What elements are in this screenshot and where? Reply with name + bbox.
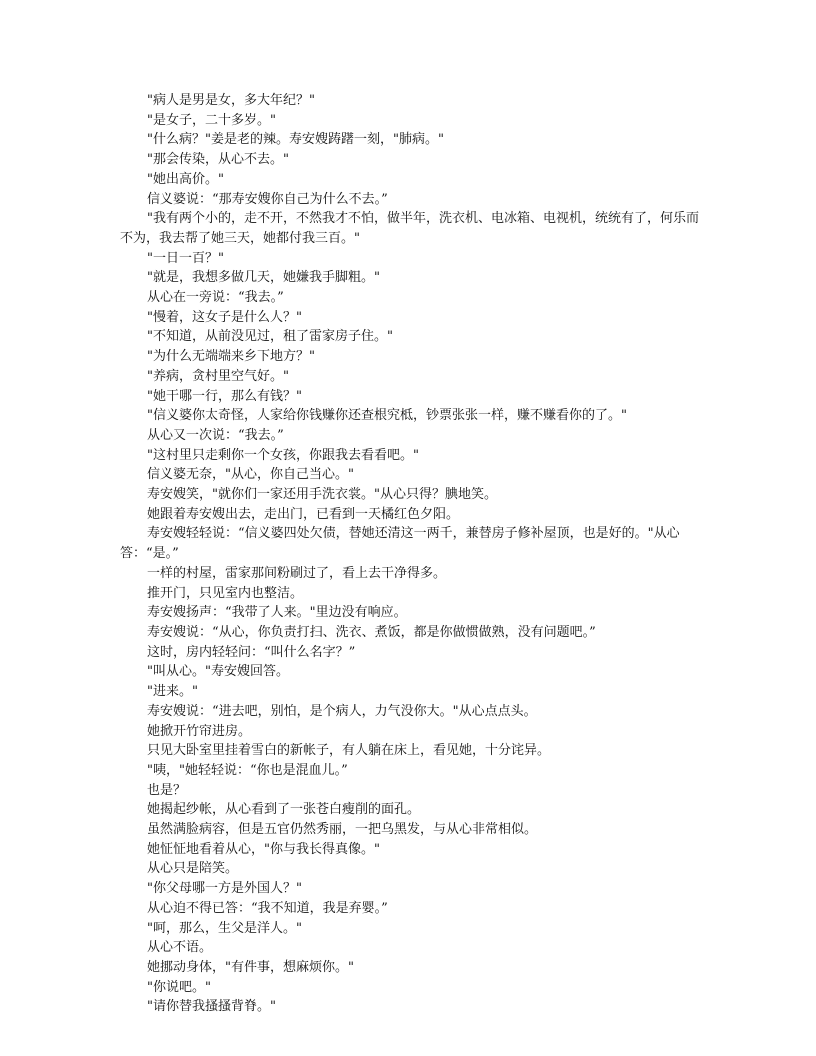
paragraph: 信义婆无奈，"从心，你自己当心。" <box>147 467 354 483</box>
paragraph: "进来。" <box>147 684 198 700</box>
paragraph: 她挪动身体，"有件事，想麻烦你。" <box>147 959 354 975</box>
paragraph: "信义婆你太奇怪，人家给你钱赚你还查根究柢，钞票张张一样，赚不赚看你的了。" <box>147 408 627 424</box>
paragraph: 她揭起纱帐，从心看到了一张苍白瘦削的面孔。 <box>147 802 421 818</box>
paragraph: "就是，我想多做几天，她嫌我手脚粗。" <box>147 270 380 286</box>
paragraph: 寿安嫂说：“进去吧，别怕，是个病人，力气没你大。"从心点点头。 <box>147 703 537 719</box>
paragraph: 从心不语。 <box>147 940 213 956</box>
paragraph: "呵，那么，生父是洋人。" <box>147 920 302 936</box>
paragraph: 从心在一旁说：“我去。” <box>147 290 284 306</box>
paragraph: 从心只是陪笑。 <box>147 861 239 877</box>
paragraph: "这村里只走剩你一个女孩，你跟我去看看吧。" <box>147 447 419 463</box>
paragraph: "她干哪一行，那么有钱？" <box>147 388 302 404</box>
paragraph: "咦，"她轻轻说：“你也是混血儿。” <box>147 762 348 778</box>
paragraph: 寿安嫂轻轻说：“信义婆四处欠债，替她还清这一两千，兼替房子修补屋顶，也是好的。"从心答：“是。” <box>120 526 680 562</box>
paragraph: 她掀开竹帘进房。 <box>147 723 252 739</box>
paragraph: "叫从心。"寿安嫂回答。 <box>147 664 289 680</box>
paragraph: 一样的村屋，雷家那间粉刷过了，看上去干净得多。 <box>147 565 447 581</box>
paragraph: "是女子，二十多岁。" <box>147 112 276 128</box>
paragraph: "请你替我搔搔背脊。" <box>147 999 276 1015</box>
paragraph: "那会传染，从心不去。" <box>147 152 289 168</box>
paragraph: "病人是男是女，多大年纪？" <box>147 93 315 108</box>
paragraph: "慢着，这女子是什么人？" <box>147 309 302 325</box>
paragraph: "养病，贪村里空气好。" <box>147 368 289 384</box>
paragraph: "不知道，从前没见过，租了雷家房子住。" <box>147 329 393 345</box>
paragraph: 从心迫不得已答：“我不知道，我是弃婴。” <box>147 900 388 916</box>
paragraph: 她跟着寿安嫂出去，走出门，已看到一天橘红色夕阳。 <box>147 506 460 522</box>
paragraph: 推开门，只见室内也整洁。 <box>147 585 304 601</box>
paragraph: 只见大卧室里挂着雪白的新帐子，有人躺在床上，看见她，十分诧异。 <box>147 743 551 759</box>
paragraph: 从心又一次说：“我去。” <box>147 427 284 443</box>
paragraph: "为什么无端端来乡下地方？" <box>147 349 315 365</box>
paragraph: 信义婆说：“那寿安嫂你自己为什么不去。” <box>147 191 388 207</box>
paragraph: "我有两个小的，走不开，不然我才不怕，做半年，洗衣机、电冰箱、电视机，统统有了，何乐而不为，我去帮了她三天，她都付我三百。" <box>120 211 699 246</box>
paragraph: 寿安嫂笑，"就你们一家还用手洗衣裳。"从心只得？腆地笑。 <box>147 487 497 503</box>
paragraph: "你说吧。" <box>147 979 211 995</box>
document-page <box>120 91 706 1017</box>
paragraph: 这时，房内轻轻问：“叫什么名字？” <box>147 644 356 660</box>
paragraph: 寿安嫂说：“从心，你负责打扫、洗衣、煮饭，都是你做惯做熟，没有问题吧。” <box>147 624 596 640</box>
paragraph: 她怔怔地看着从心，"你与我长得真像。" <box>147 841 380 857</box>
paragraph: "一日一百？" <box>147 250 224 266</box>
paragraph: "什么病？"姜是老的辣。寿安嫂踌躇一刻，"肺病。" <box>147 132 444 148</box>
paragraph: "她出高价。" <box>147 171 224 187</box>
paragraph: "你父母哪一方是外国人？" <box>147 881 302 897</box>
paragraph: 也是？ <box>147 782 187 798</box>
paragraph: 虽然满脸病容，但是五官仍然秀丽，一把乌黑发，与从心非常相似。 <box>147 822 538 838</box>
paragraph: 寿安嫂扬声：“我带了人来。"里边没有响应。 <box>147 605 407 621</box>
